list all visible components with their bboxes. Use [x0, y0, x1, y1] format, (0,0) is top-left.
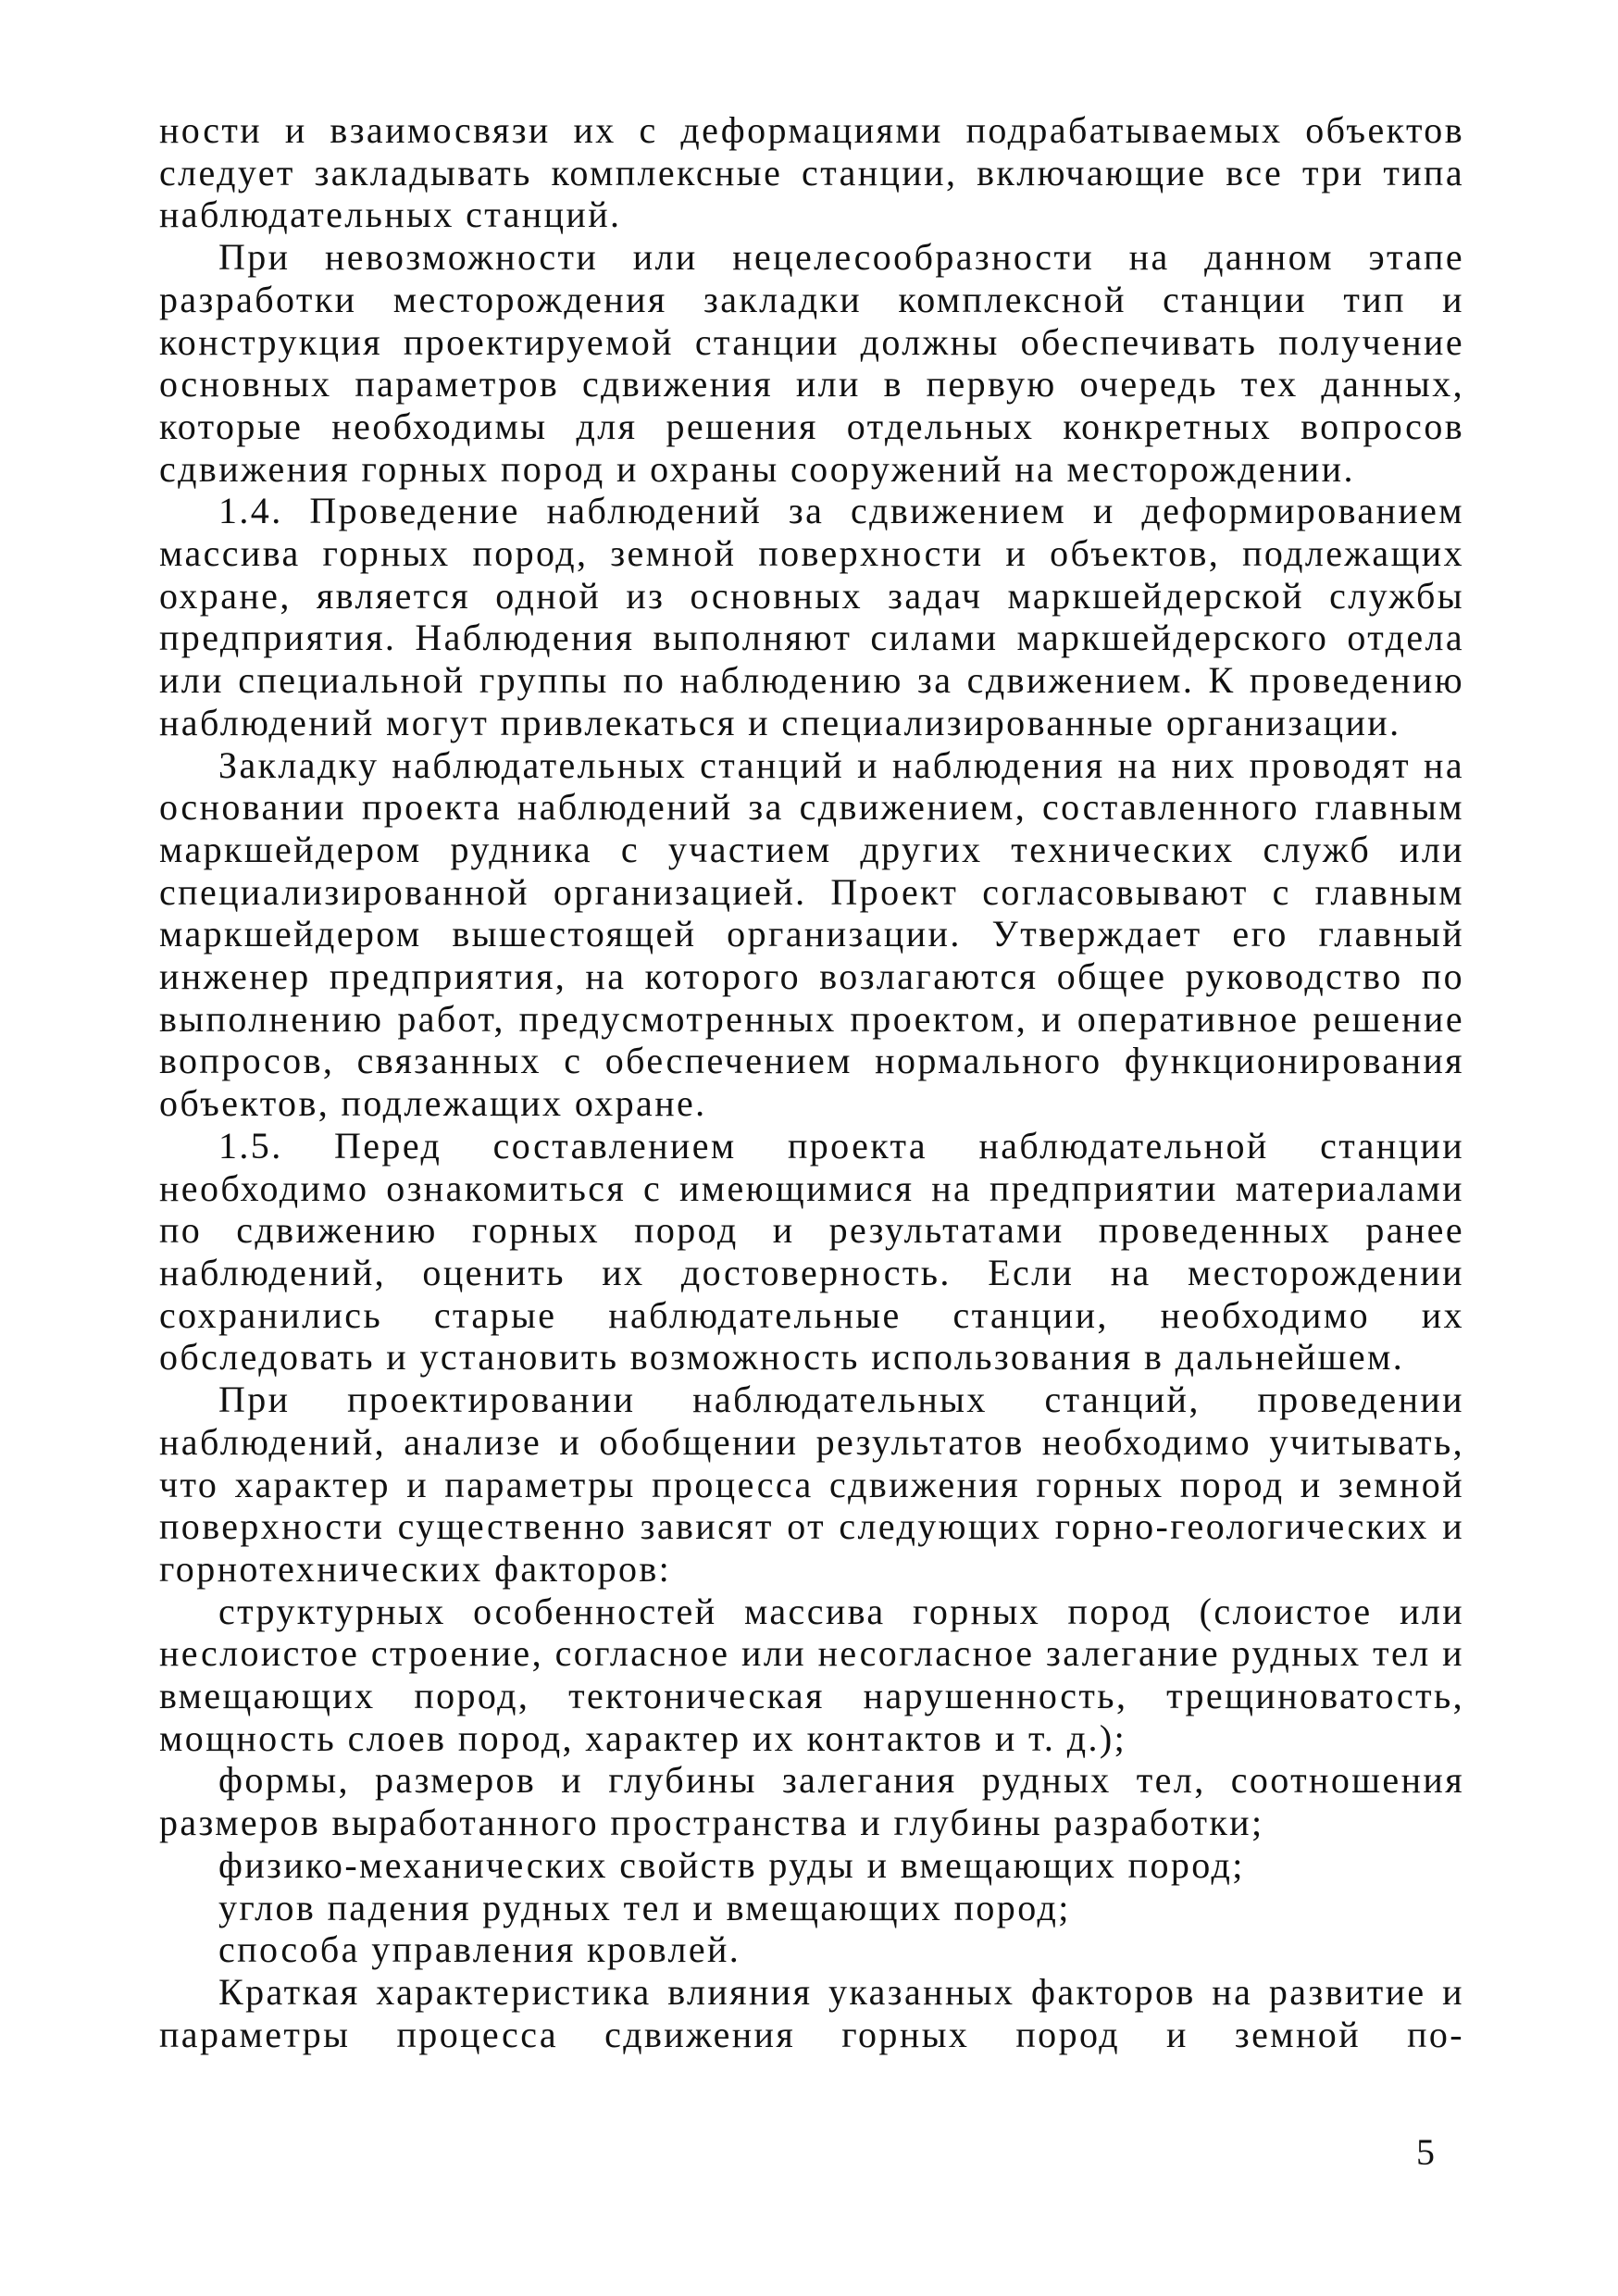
factor-list-item: углов падения рудных тел и вмещающих пород; [218, 1886, 1071, 1928]
body-text [159, 109, 1464, 2055]
factor-list-item: способа управления кровлей. [218, 1928, 741, 1971]
paragraph-section-1-5: 1.5. Перед составлением проекта наблюдательной станции необходимо ознакомиться с имеющимися на предприятии материалами по сдвижению горных пород и результатами проведенных ранее наблюдений, оценить их достоверность. Если на месторождении сохранились старые наблюдательные станции, необходимо их обследовать и установить возможность использования в дальнейшем. [159, 1124, 1464, 1379]
page-number: 5 [1416, 2131, 1435, 2173]
paragraph-summary-continues: Краткая характеристика влияния указанных факторов на развитие и параметры процесса сдвижения горных пород и земной по- [159, 1970, 1464, 2055]
factor-list-item: формы, размеров и глубины залегания рудных тел, соотношения размеров выработанного пространства и глубины разработки; [159, 1759, 1464, 1844]
paragraph-continuation: ности и взаимосвязи их с деформациями подрабатываемых объектов следует закладывать комплексные станции, включающие все три типа наблюдательных станций. [159, 109, 1464, 236]
paragraph-factors-intro: При проектировании наблюдательных станций, проведении наблюдений, анализе и обобщении результатов необходимо учитывать, что характер и параметры процесса сдвижения горных пород и земной поверхности существенно зависят от следующих горно-геологических и горнотехнических факторов: [159, 1379, 1464, 1590]
factor-list-item: физико-механических свойств руды и вмещающих пород; [218, 1843, 1245, 1886]
paragraph-station-choice: При невозможности или нецелесообразности на данном этапе разработки месторождения закладки комплексной станции тип и конструкция проектируемой станции должны обеспечивать получение основных параметров сдвижения или в первую очередь тех данных, которые необходимы для решения отдельных конкретных вопросов сдвижения горных пород и охраны сооружений на месторождении. [159, 236, 1464, 490]
paragraph-section-1-4: 1.4. Проведение наблюдений за сдвижением и деформированием массива горных пород, земной поверхности и объектов, подлежащих охране, является одной из основных задач маркшейдерской службы предприятия. Наблюдения выполняют силами маркшейдерского отдела или специальной группы по наблюдению за сдвижением. К проведению наблюдений могут привлекаться и специализированные организации. [159, 490, 1464, 743]
paragraph-station-project: Закладку наблюдательных станций и наблюдения на них проводят на основании проекта наблюдений за сдвижением, составленного главным маркшейдером рудника с участием других технических служб или специализированной организацией. Проект согласовывают с главным маркшейдером вышестоящей организации. Утверждает его главный инженер предприятия, на которого возлагаются общее руководство по выполнению работ, предусмотренных проектом, и оперативное решение вопросов, связанных с обеспечением нормального функционирования объектов, подлежащих охране. [159, 743, 1464, 1125]
factor-list-item: структурных особенностей массива горных пород (слоистое или неслоистое строение, согласное или несогласное залегание рудных тел и вмещающих пород, тектоническая нарушенность, трещиноватость, мощность слоев пород, характер их контактов и т. д.); [159, 1590, 1464, 1759]
